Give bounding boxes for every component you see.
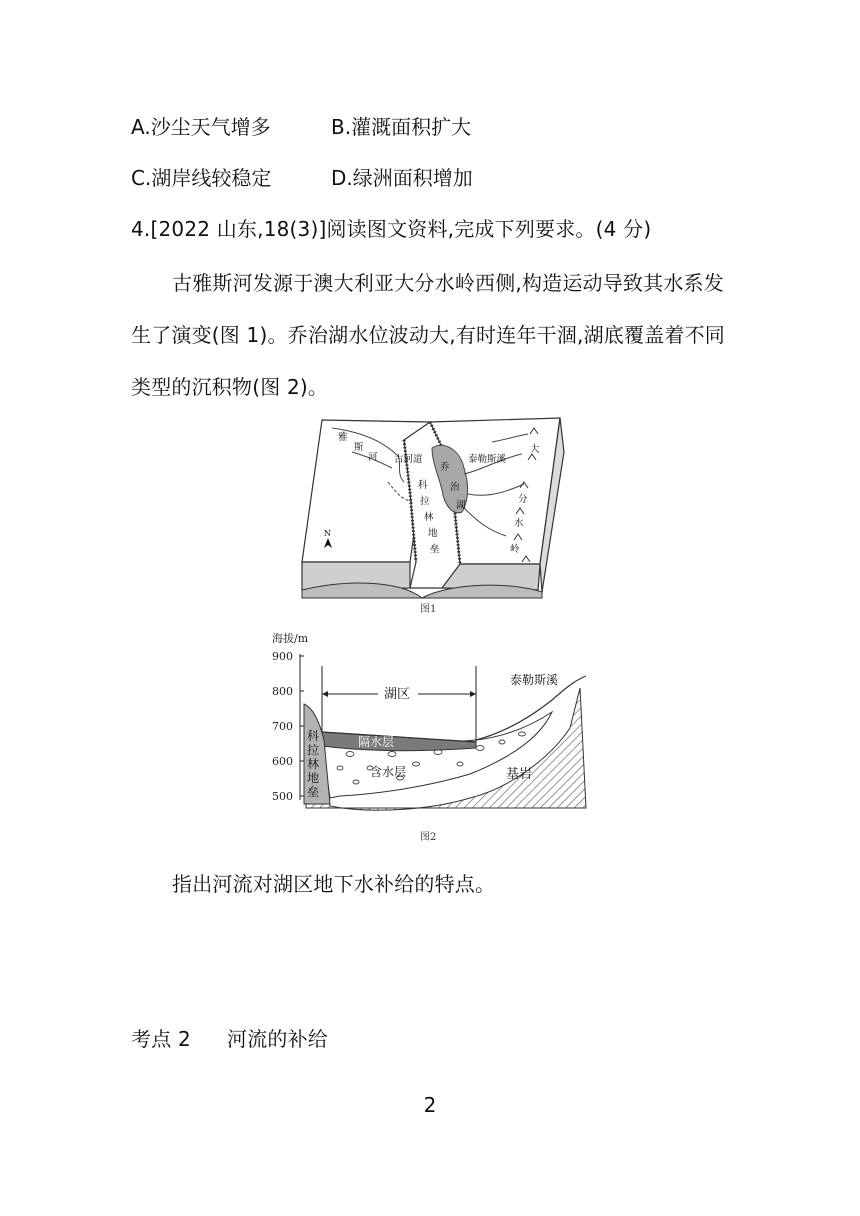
- y-tick-900: 900: [272, 650, 293, 663]
- bedrock-label: 基岩: [506, 767, 533, 782]
- label-di: 地: [428, 528, 438, 539]
- label-hu: 湖: [456, 500, 466, 511]
- lake-zone-label: 湖区: [384, 687, 411, 702]
- label-lin: 林: [424, 512, 434, 523]
- y-axis-label: 海拔/m: [272, 632, 309, 645]
- paragraph-line-2: 生了演变(图 1)。乔治湖水位波动大,有时连年干涸,湖底覆盖着不同: [131, 323, 726, 347]
- y-tick-700: 700: [272, 720, 293, 733]
- section-title: 河流的补给: [227, 1027, 328, 1051]
- horst-label-lei: 垒: [307, 785, 320, 799]
- paragraph-line-3: 类型的沉积物(图 2)。: [131, 375, 329, 399]
- label-ya: 雅: [338, 432, 348, 443]
- figure-2-caption: 图2: [420, 832, 437, 843]
- label-fen: 分: [518, 494, 528, 505]
- horst-label-ke: 科: [307, 729, 320, 743]
- label-zhi: 治: [450, 482, 460, 493]
- section-label: 考点 2: [131, 1027, 191, 1051]
- figure-1-block-diagram: [292, 412, 592, 634]
- taile-label: 泰勒斯溪: [510, 673, 559, 687]
- figure-2-cross-section: [270, 628, 600, 846]
- label-da: 大: [530, 444, 540, 455]
- north-label: N: [324, 529, 331, 538]
- label-la: 拉: [420, 496, 430, 507]
- y-tick-500: 500: [272, 790, 293, 803]
- label-shui: 水: [514, 518, 524, 529]
- paragraph-line-1: 古雅斯河发源于澳大利亚大分水岭西侧,构造运动导致其水系发: [172, 271, 724, 295]
- horst-label-di: 地: [307, 771, 320, 785]
- y-tick-600: 600: [272, 755, 293, 768]
- option-c: C.湖岸线较稳定: [131, 166, 272, 190]
- label-he: 河: [368, 452, 378, 463]
- label-qiao: 乔: [440, 462, 450, 473]
- page-number: 2: [423, 1093, 437, 1117]
- y-tick-800: 800: [272, 685, 293, 698]
- option-b: B.灌溉面积扩大: [331, 115, 472, 139]
- label-ke: 科: [418, 480, 428, 491]
- label-ling: 岭: [510, 544, 520, 555]
- horst-label-la: 拉: [307, 743, 320, 757]
- option-d: D.绿洲面积增加: [331, 166, 473, 190]
- label-taile: 泰勒斯溪: [468, 454, 507, 465]
- aquiclude-label: 隔水层: [358, 735, 395, 749]
- label-old-channel: 古河道: [394, 454, 423, 465]
- horst-label-lin: 林: [307, 757, 320, 771]
- figure-1-caption: 图1: [420, 604, 437, 615]
- label-si: 斯: [354, 442, 364, 453]
- label-lei: 垒: [430, 544, 440, 555]
- aquifer-label: 含水层: [370, 765, 407, 779]
- question-prompt: 指出河流对湖区地下水补给的特点。: [172, 872, 496, 896]
- question-header: 4.[2022 山东,18(3)]阅读图文资料,完成下列要求。(4 分): [131, 217, 652, 241]
- option-a: A.沙尘天气增多: [131, 115, 271, 139]
